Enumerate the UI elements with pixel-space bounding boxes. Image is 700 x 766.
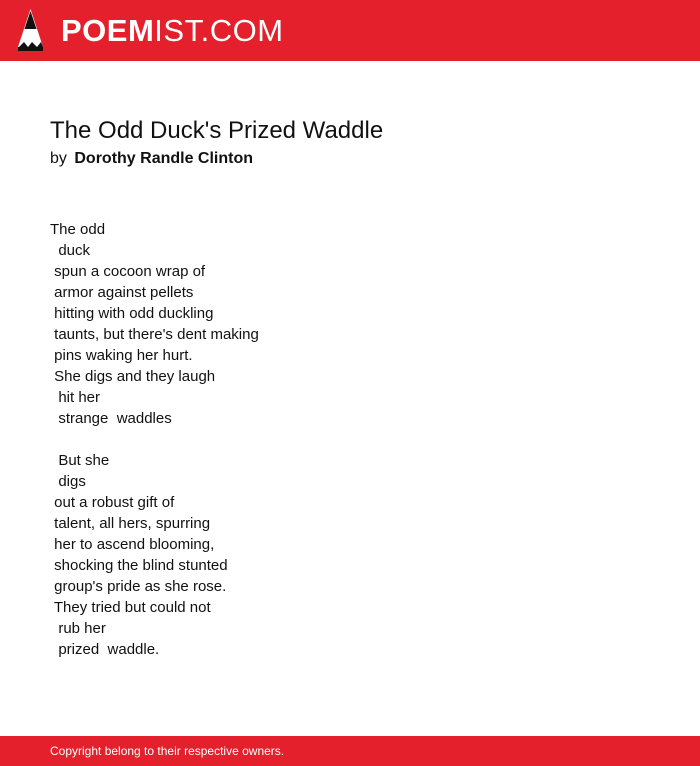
brand-light: IST.COM	[154, 13, 284, 48]
poem-line: strange waddles	[50, 410, 172, 427]
poem-line: rub her	[50, 620, 106, 637]
poem-body	[50, 219, 259, 660]
poem-line: shocking the blind stunted	[50, 557, 228, 574]
poem-line: her to ascend blooming,	[50, 536, 215, 553]
copyright-text: Copyright belong to their respective owners.	[50, 744, 285, 758]
poem-line: prized waddle.	[50, 641, 160, 658]
by-label: by	[50, 150, 67, 167]
poem-line: talent, all hers, spurring	[50, 515, 211, 532]
poem-line: armor against pellets	[50, 284, 194, 301]
pencil-tip-icon[interactable]	[17, 9, 44, 51]
poem-line: group's pride as she rose.	[50, 578, 227, 595]
poem-line: The odd	[50, 221, 106, 238]
poem-line: pins waking her hurt.	[50, 347, 193, 364]
author-name[interactable]: Dorothy Randle Clinton	[74, 150, 254, 167]
poem-line: They tried but could not	[50, 599, 211, 616]
site-logo[interactable]	[61, 11, 284, 51]
byline	[50, 149, 253, 169]
site-footer	[0, 736, 700, 766]
stanza-break	[50, 429, 259, 450]
site-header	[0, 0, 700, 61]
poem-line: But she	[50, 452, 110, 469]
poem-line: She digs and they laugh	[50, 368, 216, 385]
poem-title: The Odd Duck's Prized Waddle	[50, 117, 384, 144]
poem-line: duck	[50, 242, 91, 259]
poem-line: taunts, but there's dent making	[50, 326, 259, 343]
poem-line: out a robust gift of	[50, 494, 175, 511]
poem-line: spun a cocoon wrap of	[50, 263, 206, 280]
poem-line: hitting with odd duckling	[50, 305, 214, 322]
poem-line: digs	[50, 473, 86, 490]
brand-strong: POEM	[61, 13, 155, 48]
poem-line: hit her	[50, 389, 101, 406]
